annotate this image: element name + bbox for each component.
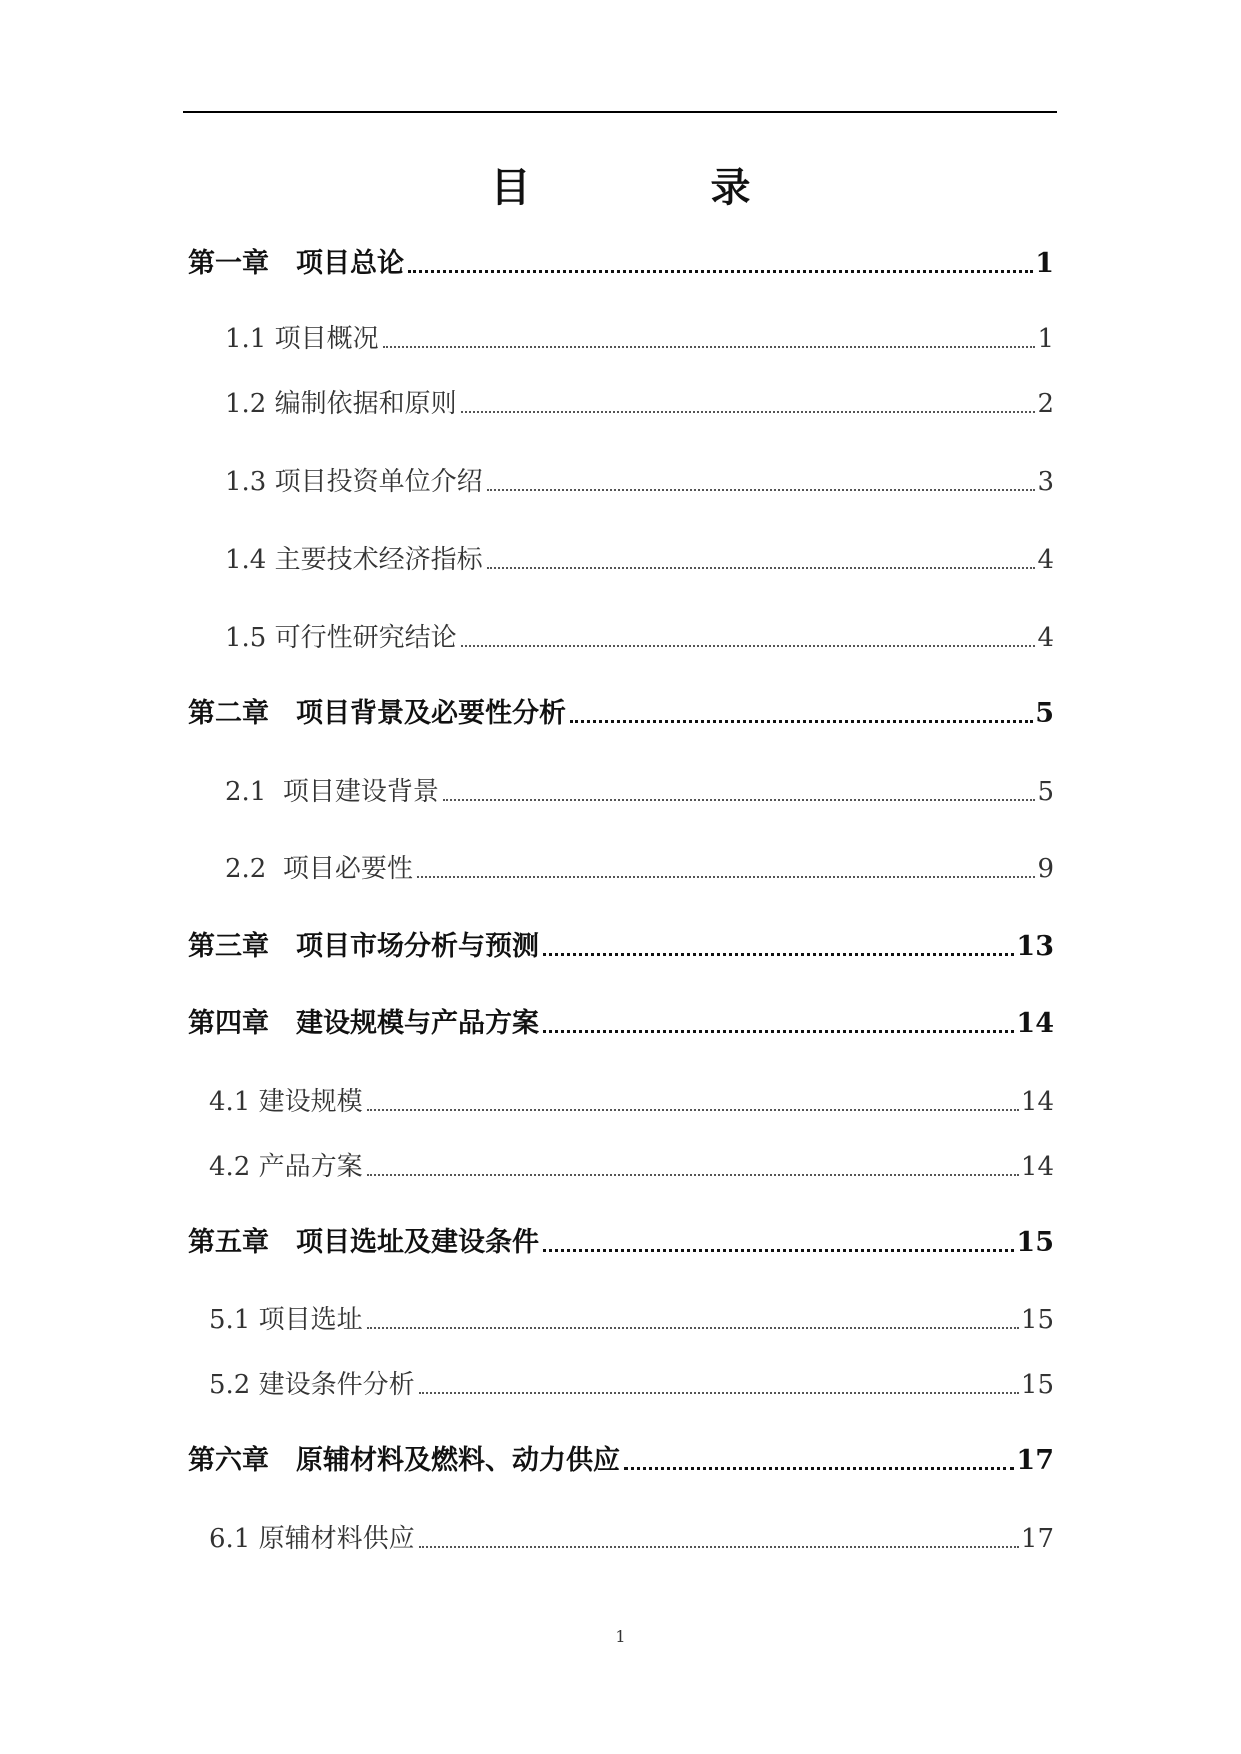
dot-leader (543, 1249, 1014, 1252)
toc-label: 6.1 原辅材料供应 (209, 1524, 415, 1554)
toc-chapter-3[interactable] (188, 923, 1054, 963)
toc-label: 第五章 项目选址及建设条件 (188, 1227, 539, 1258)
toc-label: 5.1 项目选址 (209, 1305, 363, 1335)
dot-leader (487, 567, 1036, 569)
toc-section-2-1[interactable] (225, 768, 1054, 808)
dot-leader (570, 720, 1033, 723)
toc-label: 第六章 原辅材料及燃料、动力供应 (188, 1445, 620, 1476)
toc-page-number: 3 (1037, 467, 1054, 497)
toc-page-number: 14 (1016, 1008, 1054, 1039)
toc-label: 1.1 项目概况 (225, 324, 379, 354)
toc-section-6-1[interactable] (209, 1515, 1054, 1555)
toc-label: 1.2 编制依据和原则 (225, 389, 457, 419)
toc-label: 2.2 项目必要性 (225, 854, 413, 884)
dot-leader (461, 645, 1036, 647)
toc-chapter-4[interactable] (188, 1000, 1054, 1040)
toc-page-number: 9 (1037, 854, 1054, 884)
dot-leader (419, 1546, 1019, 1548)
toc-label: 2.1 项目建设背景 (225, 777, 439, 807)
dot-leader (417, 876, 1036, 878)
toc-page-number: 15 (1016, 1227, 1054, 1258)
dot-leader (383, 346, 1036, 348)
toc-page-number: 2 (1037, 389, 1054, 419)
dot-leader (443, 799, 1036, 801)
toc-chapter-6[interactable] (188, 1437, 1054, 1477)
toc-page-number: 1 (1035, 248, 1054, 279)
toc-section-5-1[interactable] (209, 1296, 1054, 1336)
toc-page-number: 17 (1016, 1445, 1054, 1476)
toc-chapter-2[interactable] (188, 690, 1054, 730)
dot-leader (487, 489, 1036, 491)
toc-label: 第一章 项目总论 (188, 248, 404, 279)
toc-label: 1.5 可行性研究结论 (225, 623, 457, 653)
toc-page-number: 15 (1020, 1370, 1054, 1400)
toc-label: 4.1 建设规模 (209, 1087, 363, 1117)
toc-page-number: 5 (1035, 698, 1054, 729)
toc-section-1-5[interactable] (225, 614, 1054, 654)
toc-label: 第二章 项目背景及必要性分析 (188, 698, 566, 729)
toc-section-1-4[interactable] (225, 536, 1054, 576)
toc-label: 5.2 建设条件分析 (209, 1370, 415, 1400)
toc-chapter-1[interactable] (188, 240, 1054, 280)
toc-label: 第三章 项目市场分析与预测 (188, 931, 539, 962)
toc-section-1-3[interactable] (225, 458, 1054, 498)
toc-page-number: 4 (1037, 623, 1054, 653)
toc-page-number: 5 (1037, 777, 1054, 807)
dot-leader (543, 953, 1014, 956)
dot-leader (419, 1392, 1019, 1394)
toc-title: 目 录 (490, 164, 821, 211)
page-number: 1 (615, 1627, 626, 1646)
toc-page-number: 14 (1020, 1087, 1054, 1117)
toc-section-4-2[interactable] (209, 1143, 1054, 1183)
toc-section-2-2[interactable] (225, 845, 1054, 885)
dot-leader (408, 270, 1033, 273)
toc-page-number: 1 (1037, 324, 1054, 354)
toc-page-number: 4 (1037, 545, 1054, 575)
header-rule (183, 111, 1057, 113)
toc-section-4-1[interactable] (209, 1078, 1054, 1118)
toc-page-number: 14 (1020, 1152, 1054, 1182)
toc-section-1-1[interactable] (225, 315, 1054, 355)
toc-section-5-2[interactable] (209, 1361, 1054, 1401)
dot-leader (367, 1109, 1019, 1111)
toc-label: 4.2 产品方案 (209, 1152, 363, 1182)
toc-page-number: 13 (1016, 931, 1054, 962)
dot-leader (624, 1467, 1014, 1470)
dot-leader (367, 1174, 1019, 1176)
toc-label: 第四章 建设规模与产品方案 (188, 1008, 539, 1039)
dot-leader (367, 1327, 1019, 1329)
toc-label: 1.4 主要技术经济指标 (225, 545, 483, 575)
dot-leader (543, 1030, 1014, 1033)
toc-chapter-5[interactable] (188, 1219, 1054, 1259)
toc-page-number: 15 (1020, 1305, 1054, 1335)
toc-section-1-2[interactable] (225, 380, 1054, 420)
toc-label: 1.3 项目投资单位介绍 (225, 467, 483, 497)
toc-page-number: 17 (1020, 1524, 1054, 1554)
dot-leader (461, 411, 1036, 413)
